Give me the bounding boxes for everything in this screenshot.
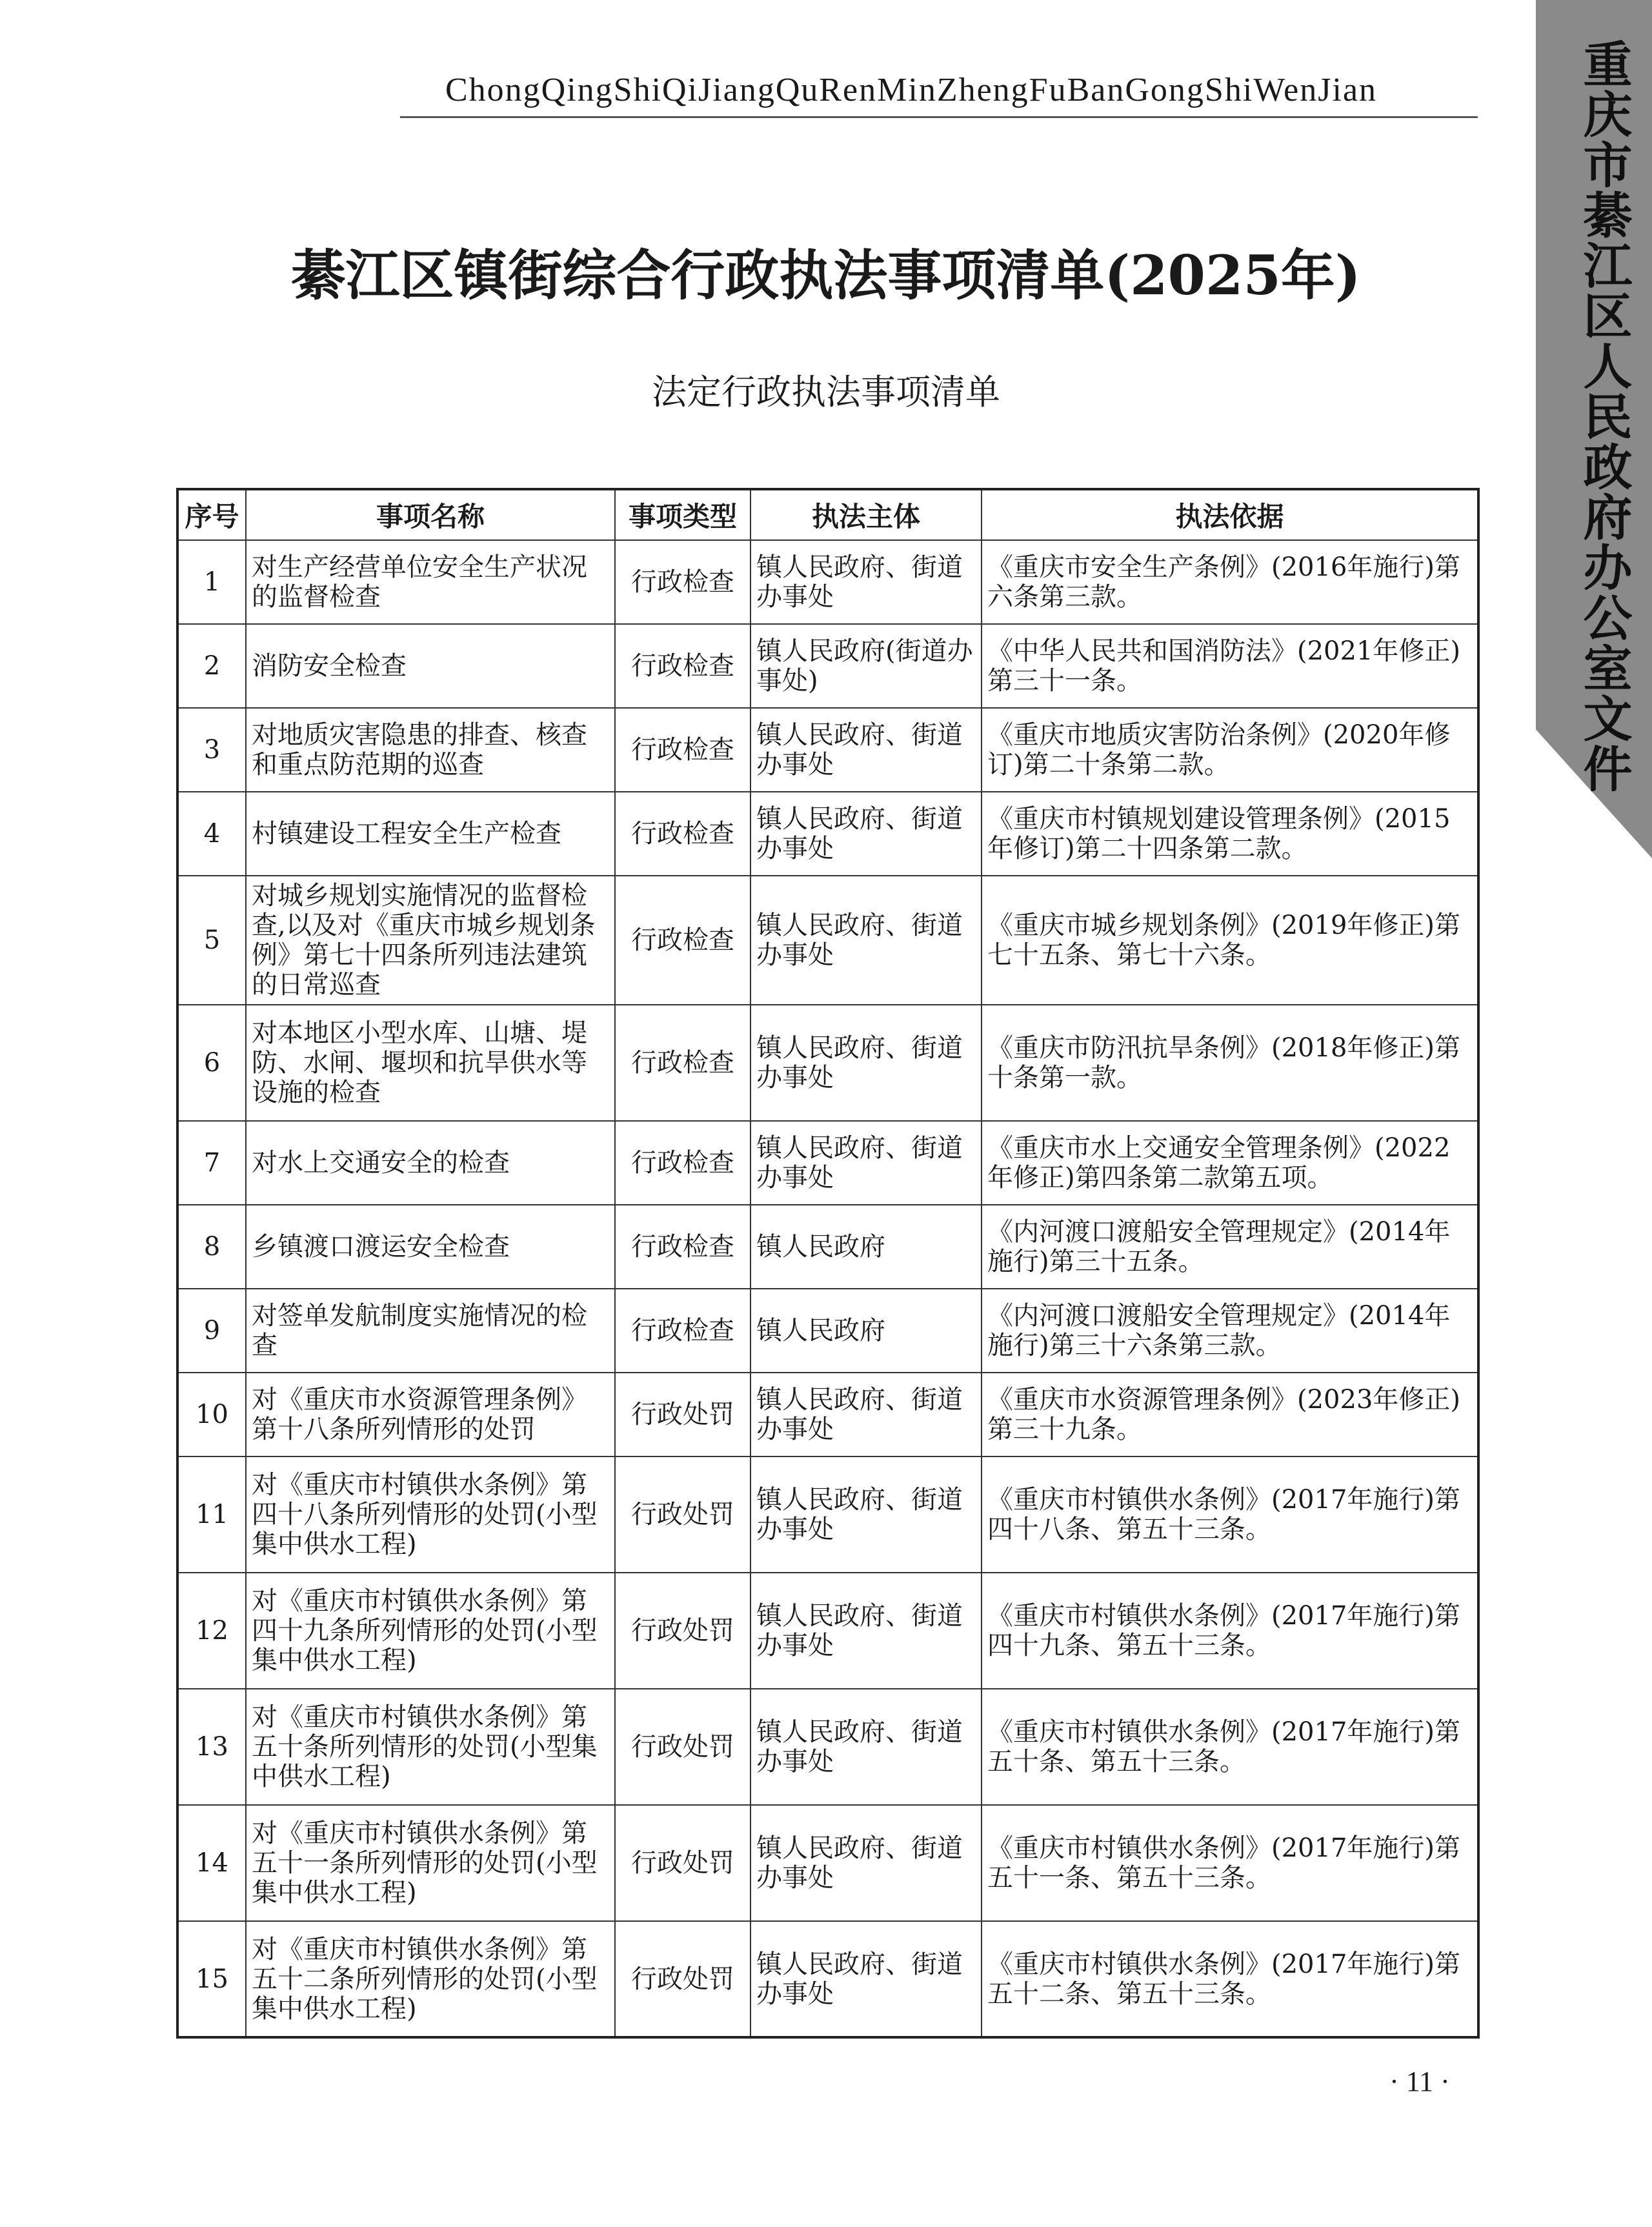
running-header: ChongQingShiQiJiangQuRenMinZhengFuBanGongShiWenJian	[445, 72, 1378, 108]
column-header-item-type: 事项类型	[615, 489, 750, 540]
cell-subject: 镇人民政府、街道办事处	[750, 1005, 982, 1121]
table-row	[177, 540, 1478, 624]
cell-item-type: 行政处罚	[615, 1456, 750, 1573]
cell-item-name: 对《重庆市村镇供水条例》第五十二条所列情形的处罚(小型集中供水工程)	[246, 1921, 615, 2037]
cell-basis: 《重庆市防汛抗旱条例》(2018年修正)第十条第一款。	[982, 1005, 1478, 1121]
cell-subject: 镇人民政府、街道办事处	[750, 708, 982, 792]
cell-number: 10	[177, 1373, 246, 1456]
table-row	[177, 708, 1478, 792]
cell-basis: 《重庆市村镇供水条例》(2017年施行)第五十二条、第五十三条。	[982, 1921, 1478, 2037]
cell-number: 5	[177, 876, 246, 1005]
column-header-number: 序号	[177, 489, 246, 540]
column-header-basis: 执法依据	[982, 489, 1478, 540]
cell-number: 2	[177, 624, 246, 708]
cell-item-type: 行政检查	[615, 1005, 750, 1121]
cell-subject: 镇人民政府	[750, 1289, 982, 1373]
cell-basis: 《重庆市城乡规划条例》(2019年修正)第七十五条、第七十六条。	[982, 876, 1478, 1005]
enforcement-table	[176, 488, 1480, 2039]
cell-item-type: 行政检查	[615, 1205, 750, 1289]
table-row	[177, 876, 1478, 1005]
table-row	[177, 1456, 1478, 1573]
document-subtitle: 法定行政执法事项清单	[652, 372, 1000, 412]
cell-number: 3	[177, 708, 246, 792]
table-row	[177, 1005, 1478, 1121]
cell-item-name: 对本地区小型水库、山塘、堤防、水闸、堰坝和抗旱供水等设施的检查	[246, 1005, 615, 1121]
cell-subject: 镇人民政府、街道办事处	[750, 1373, 982, 1456]
cell-subject: 镇人民政府、街道办事处	[750, 1921, 982, 2037]
cell-item-type: 行政检查	[615, 540, 750, 624]
header-divider	[400, 116, 1478, 118]
table-row	[177, 1805, 1478, 1921]
cell-item-type: 行政检查	[615, 1289, 750, 1373]
cell-item-name: 对生产经营单位安全生产状况的监督检查	[246, 540, 615, 624]
column-header-subject: 执法主体	[750, 489, 982, 540]
cell-subject: 镇人民政府、街道办事处	[750, 540, 982, 624]
page-number: · 11 ·	[1389, 2066, 1450, 2097]
cell-number: 13	[177, 1689, 246, 1805]
cell-number: 14	[177, 1805, 246, 1921]
table-row	[177, 792, 1478, 876]
cell-item-name: 对签单发航制度实施情况的检查	[246, 1289, 615, 1373]
cell-item-name: 对城乡规划实施情况的监督检查,以及对《重庆市城乡规划条例》第七十四条所列违法建筑的日常巡查	[246, 876, 615, 1005]
table-row	[177, 1205, 1478, 1289]
cell-basis: 《内河渡口渡船安全管理规定》(2014年施行)第三十六条第三款。	[982, 1289, 1478, 1373]
cell-number: 9	[177, 1289, 246, 1373]
cell-basis: 《重庆市安全生产条例》(2016年施行)第六条第三款。	[982, 540, 1478, 624]
cell-basis: 《重庆市村镇供水条例》(2017年施行)第四十八条、第五十三条。	[982, 1456, 1478, 1573]
table-body	[177, 540, 1478, 2037]
cell-item-name: 乡镇渡口渡运安全检查	[246, 1205, 615, 1289]
cell-subject: 镇人民政府、街道办事处	[750, 1573, 982, 1689]
cell-number: 12	[177, 1573, 246, 1689]
cell-basis: 《重庆市村镇规划建设管理条例》(2015年修订)第二十四条第二款。	[982, 792, 1478, 876]
enforcement-table-container	[176, 488, 1477, 2039]
cell-item-name: 对《重庆市村镇供水条例》第四十八条所列情形的处罚(小型集中供水工程)	[246, 1456, 615, 1573]
cell-number: 7	[177, 1121, 246, 1205]
cell-item-name: 对《重庆市村镇供水条例》第四十九条所列情形的处罚(小型集中供水工程)	[246, 1573, 615, 1689]
cell-item-name: 消防安全检查	[246, 624, 615, 708]
cell-item-name: 对地质灾害隐患的排查、核查和重点防范期的巡查	[246, 708, 615, 792]
cell-subject: 镇人民政府、街道办事处	[750, 1805, 982, 1921]
cell-item-type: 行政检查	[615, 876, 750, 1005]
cell-subject: 镇人民政府、街道办事处	[750, 1121, 982, 1205]
cell-subject: 镇人民政府、街道办事处	[750, 1456, 982, 1573]
cell-item-name: 对《重庆市水资源管理条例》第十八条所列情形的处罚	[246, 1373, 615, 1456]
table-row	[177, 1121, 1478, 1205]
cell-subject: 镇人民政府、街道办事处	[750, 1689, 982, 1805]
cell-subject: 镇人民政府	[750, 1205, 982, 1289]
cell-basis: 《中华人民共和国消防法》(2021年修正)第三十一条。	[982, 624, 1478, 708]
cell-item-type: 行政处罚	[615, 1689, 750, 1805]
cell-subject: 镇人民政府、街道办事处	[750, 876, 982, 1005]
cell-basis: 《重庆市地质灾害防治条例》(2020年修订)第二十条第二款。	[982, 708, 1478, 792]
cell-item-type: 行政处罚	[615, 1573, 750, 1689]
cell-item-type: 行政检查	[615, 624, 750, 708]
cell-number: 15	[177, 1921, 246, 2037]
cell-number: 8	[177, 1205, 246, 1289]
cell-number: 1	[177, 540, 246, 624]
cell-item-type: 行政处罚	[615, 1921, 750, 2037]
cell-item-type: 行政检查	[615, 1121, 750, 1205]
column-header-item-name: 事项名称	[246, 489, 615, 540]
cell-item-type: 行政处罚	[615, 1805, 750, 1921]
cell-basis: 《重庆市村镇供水条例》(2017年施行)第五十条、第五十三条。	[982, 1689, 1478, 1805]
cell-basis: 《内河渡口渡船安全管理规定》(2014年施行)第三十五条。	[982, 1205, 1478, 1289]
cell-number: 4	[177, 792, 246, 876]
document-title: 綦江区镇街综合行政执法事项清单(2025年)	[291, 243, 1361, 307]
cell-item-type: 行政检查	[615, 708, 750, 792]
cell-subject: 镇人民政府(街道办事处)	[750, 624, 982, 708]
cell-number: 11	[177, 1456, 246, 1573]
table-header-row	[177, 489, 1478, 540]
table-row	[177, 1689, 1478, 1805]
cell-item-name: 对水上交通安全的检查	[246, 1121, 615, 1205]
table-row	[177, 1373, 1478, 1456]
cell-item-name: 村镇建设工程安全生产检查	[246, 792, 615, 876]
table-row	[177, 1289, 1478, 1373]
table-row	[177, 624, 1478, 708]
cell-item-type: 行政处罚	[615, 1373, 750, 1456]
cell-item-name: 对《重庆市村镇供水条例》第五十条所列情形的处罚(小型集中供水工程)	[246, 1689, 615, 1805]
cell-number: 6	[177, 1005, 246, 1121]
cell-item-type: 行政检查	[615, 792, 750, 876]
table-row	[177, 1921, 1478, 2037]
side-tab-label: 重庆市綦江区人民政府办公室文件	[1575, 39, 1633, 794]
table-row	[177, 1573, 1478, 1689]
cell-item-name: 对《重庆市村镇供水条例》第五十一条所列情形的处罚(小型集中供水工程)	[246, 1805, 615, 1921]
cell-subject: 镇人民政府、街道办事处	[750, 792, 982, 876]
cell-basis: 《重庆市村镇供水条例》(2017年施行)第四十九条、第五十三条。	[982, 1573, 1478, 1689]
cell-basis: 《重庆市村镇供水条例》(2017年施行)第五十一条、第五十三条。	[982, 1805, 1478, 1921]
cell-basis: 《重庆市水上交通安全管理条例》(2022年修正)第四条第二款第五项。	[982, 1121, 1478, 1205]
cell-basis: 《重庆市水资源管理条例》(2023年修正)第三十九条。	[982, 1373, 1478, 1456]
